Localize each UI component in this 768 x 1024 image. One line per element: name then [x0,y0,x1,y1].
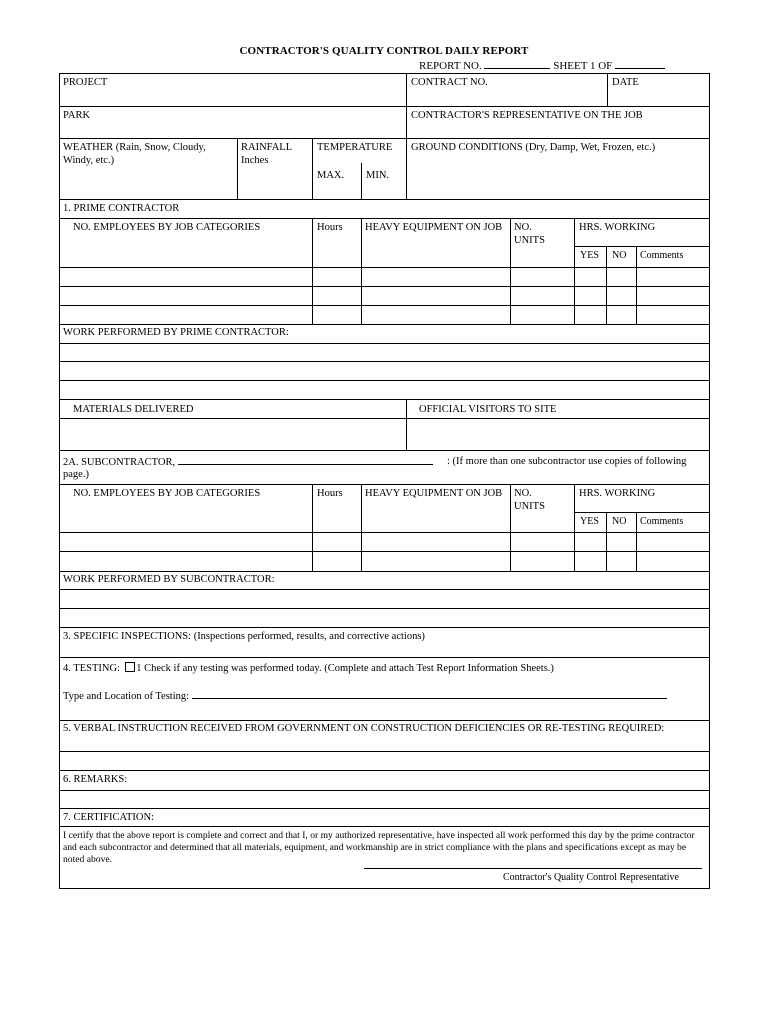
sub-hours-header: Hours [317,488,343,499]
grid-line [59,73,60,889]
sheet-label: SHEET 1 OF [553,60,613,72]
grid-line [406,138,407,200]
grid-line [312,138,313,200]
grid-line [406,399,407,451]
grid-line [59,790,710,791]
sub-hrs-working-header: HRS. WORKING [579,488,656,499]
sub-employees-header: NO. EMPLOYEES BY JOB CATEGORIES [73,488,261,499]
grid-line [361,218,362,325]
grid-line [709,73,710,889]
temp-min-label: MIN. [366,170,390,181]
subcontractor-note: : (If more than one subcontractor use copies of following page.) [63,456,687,480]
grid-line [59,751,710,752]
grid-line [361,484,362,572]
testing-checkbox-text: 1 Check if any testing was performed today. (Complete and attach Test Report Information Sheets.) [136,663,554,674]
testing-label: 4. TESTING: [63,663,120,674]
prime-equipment-header: HEAVY EQUIPMENT ON JOB [365,222,503,233]
type-location-label: Type and Location of Testing: [63,691,190,702]
report-number-line [419,59,665,72]
subcontractor-label: 2A. SUBCONTRACTOR, [63,457,176,468]
project-label: PROJECT [63,77,108,88]
weather-label: WEATHER (Rain, Snow, Cloudy, Windy, etc.) [63,142,206,166]
grid-line [59,571,710,572]
grid-line [574,512,710,513]
grid-line [59,720,710,721]
grid-line [607,73,608,107]
certification-text: I certify that the above report is complete and correct and that I, or my authorized representative, have inspected all work performed this day by the prime contractor and each subcontractor and determined that all materials, equipment, and workmanship are in strict compliance with the plans and specifications except as may be noted above. [63,830,695,865]
grid-line [59,324,710,325]
contract-no-label: CONTRACT NO. [411,77,488,88]
grid-line [574,218,575,325]
grid-line [510,484,511,572]
grid-line [59,399,710,400]
grid-line [59,267,710,268]
grid-line [361,163,362,200]
grid-line [59,380,710,381]
grid-line [59,418,710,419]
signature-label: Contractor's Quality Control Representative [503,872,679,883]
prime-contractor-heading: 1. PRIME CONTRACTOR [63,203,180,214]
rainfall-label: RAINFALL [241,142,293,153]
testing-checkbox[interactable] [125,662,135,672]
certification-heading: 7. CERTIFICATION: [63,812,154,823]
testing-type-line [63,689,667,703]
grid-line [59,361,710,362]
grid-line [59,106,710,107]
grid-line [59,286,710,287]
sub-no-header: NO [612,516,627,527]
grid-line [59,343,710,344]
grid-line [510,218,511,325]
grid-line [312,218,313,325]
verbal-instruction-label: 5. VERBAL INSTRUCTION RECEIVED FROM GOVERNMENT ON CONSTRUCTION DEFICIENCIES OR RE-TESTING REQUIRED: [63,723,665,734]
sub-units-header: NO. UNITS [514,488,545,512]
prime-yes-header: YES [580,250,599,261]
remarks-label: 6. REMARKS: [63,774,128,785]
temp-max-label: MAX. [317,170,345,181]
grid-line [59,888,710,889]
grid-line [59,218,710,219]
grid-line [574,246,710,247]
materials-delivered-label: MATERIALS DELIVERED [73,404,194,415]
report-title: CONTRACTOR'S QUALITY CONTROL DAILY REPORT [239,45,529,57]
grid-line [312,484,313,572]
grid-line [59,589,710,590]
report-no-label: REPORT NO. [419,60,482,72]
report-no-field[interactable] [484,59,550,69]
grid-line [59,770,710,771]
grid-line [237,138,238,200]
grid-line [59,138,710,139]
grid-line [59,532,710,533]
sub-work-performed-label: WORK PERFORMED BY SUBCONTRACTOR: [63,574,275,585]
prime-hours-header: Hours [317,222,343,233]
date-label: DATE [612,77,639,88]
grid-line [574,484,575,572]
official-visitors-label: OFFICIAL VISITORS TO SITE [419,404,557,415]
temperature-label: TEMPERATURE [317,142,393,153]
ground-conditions-label: GROUND CONDITIONS (Dry, Damp, Wet, Frozen, etc.) [411,142,656,153]
specific-inspections-label: 3. SPECIFIC INSPECTIONS: (Inspections performed, results, and corrective actions) [63,631,425,642]
grid-line [59,808,710,809]
prime-employees-header: NO. EMPLOYEES BY JOB CATEGORIES [73,222,261,233]
prime-work-performed-label: WORK PERFORMED BY PRIME CONTRACTOR: [63,327,289,338]
prime-hrs-working-header: HRS. WORKING [579,222,656,233]
type-location-field[interactable] [192,689,667,699]
contractor-rep-label: CONTRACTOR'S REPRESENTATIVE ON THE JOB [411,110,643,121]
sub-equipment-header: HEAVY EQUIPMENT ON JOB [365,488,503,499]
prime-no-header: NO [612,250,627,261]
grid-line [59,657,710,658]
grid-line [59,484,710,485]
sub-yes-header: YES [580,516,599,527]
grid-line [59,305,710,306]
signature-line[interactable] [364,868,702,869]
grid-line [59,73,710,74]
grid-line [59,450,710,451]
testing-line [63,662,554,675]
grid-line [59,627,710,628]
rainfall-unit-label: Inches [241,155,269,166]
park-label: PARK [63,110,91,121]
grid-line [59,199,710,200]
prime-comments-header: Comments [640,250,684,261]
sheet-total-field[interactable] [615,59,665,69]
grid-line [59,551,710,552]
grid-line [59,608,710,609]
prime-units-header: NO. UNITS [514,222,545,246]
grid-line [636,512,637,572]
grid-line [59,826,710,827]
grid-line [406,73,407,139]
grid-line [606,512,607,572]
sub-comments-header: Comments [640,516,684,527]
